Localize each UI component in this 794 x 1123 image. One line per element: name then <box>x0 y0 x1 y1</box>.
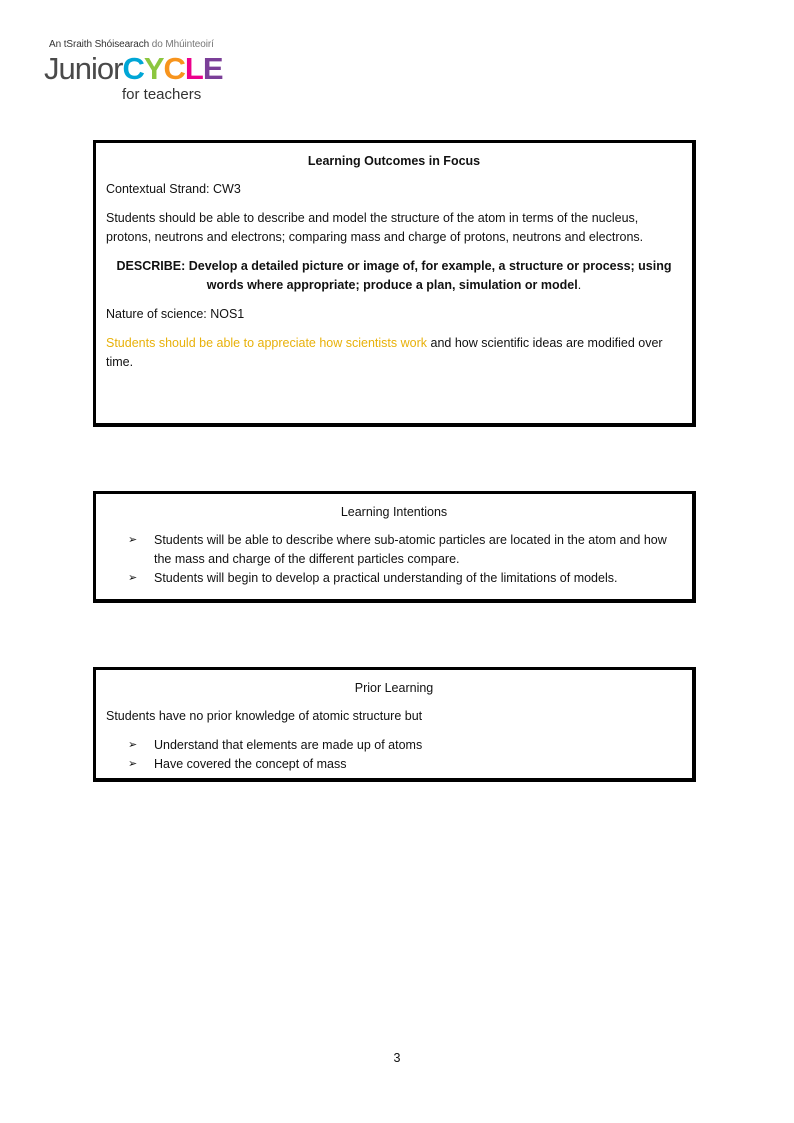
contextual-strand: Contextual Strand: CW3 <box>106 182 241 196</box>
nos-rest-text: and how scientific ideas are modified over time. <box>106 336 663 369</box>
arrow-bullet-icon: ➢ <box>128 758 138 770</box>
list-item <box>128 531 682 569</box>
describe-definition <box>106 257 682 295</box>
list-item <box>128 755 682 774</box>
nature-of-science: Nature of science: NOS1 <box>106 307 245 321</box>
cycle-letter: C <box>163 51 185 86</box>
learning-intentions-box <box>93 491 696 603</box>
list-item-text: Have covered the concept of mass <box>154 757 347 771</box>
list-item-text: Students will be able to describe where sub-atomic particles are located in the atom and how the mass and charge of the different particles compare. <box>154 533 667 566</box>
nos-highlight-text: Students should be able to appreciate how scientists work <box>106 336 428 350</box>
logo-subtitle: for teachers <box>122 86 202 103</box>
page-number: 3 <box>393 1051 401 1065</box>
prior-learning-list <box>106 736 682 774</box>
nos-outcome <box>106 334 682 372</box>
learning-outcome-text: Students should be able to describe and model the structure of the atom in terms of the nucleus, protons, neutrons and electrons; comparing mass and charge of protons, neutrons and electrons. <box>106 211 644 244</box>
prior-learning-box <box>93 667 696 782</box>
learning-outcomes-box <box>93 140 696 427</box>
junior-cycle-logo <box>44 38 224 108</box>
logo-word-junior: Junior <box>44 51 123 86</box>
describe-definition-bold: DESCRIBE: Develop a detailed picture or image of, for example, a structure or process; using words where appropriate; produce a plan, simulation or model <box>116 259 672 292</box>
cycle-letter: Y <box>143 51 164 86</box>
list-item <box>128 569 682 588</box>
arrow-bullet-icon: ➢ <box>128 572 138 584</box>
cycle-letter: E <box>202 51 223 86</box>
learning-intentions-list <box>106 531 682 588</box>
learning-intentions-title: Learning Intentions <box>340 505 448 519</box>
arrow-bullet-icon: ➢ <box>128 534 138 546</box>
logo-tagline <box>49 39 214 50</box>
logo-tagline-teachers: do Mhúinteoirí <box>151 39 214 50</box>
logo-wordmark <box>44 52 223 86</box>
describe-definition-end: . <box>577 278 582 292</box>
arrow-bullet-icon: ➢ <box>128 739 138 751</box>
list-item <box>128 736 682 755</box>
prior-learning-intro: Students have no prior knowledge of atomic structure but <box>106 709 423 723</box>
list-item-text: Students will begin to develop a practical understanding of the limitations of models. <box>154 571 618 585</box>
cycle-letter: C <box>122 51 144 86</box>
logo-tagline-irish: An tSraith Shóisearach <box>49 39 150 50</box>
prior-learning-title: Prior Learning <box>354 681 434 695</box>
logo-word-cycle <box>122 51 222 86</box>
learning-outcomes-title: Learning Outcomes in Focus <box>307 154 481 168</box>
list-item-text: Understand that elements are made up of atoms <box>154 738 423 752</box>
cycle-letter: L <box>184 51 203 86</box>
